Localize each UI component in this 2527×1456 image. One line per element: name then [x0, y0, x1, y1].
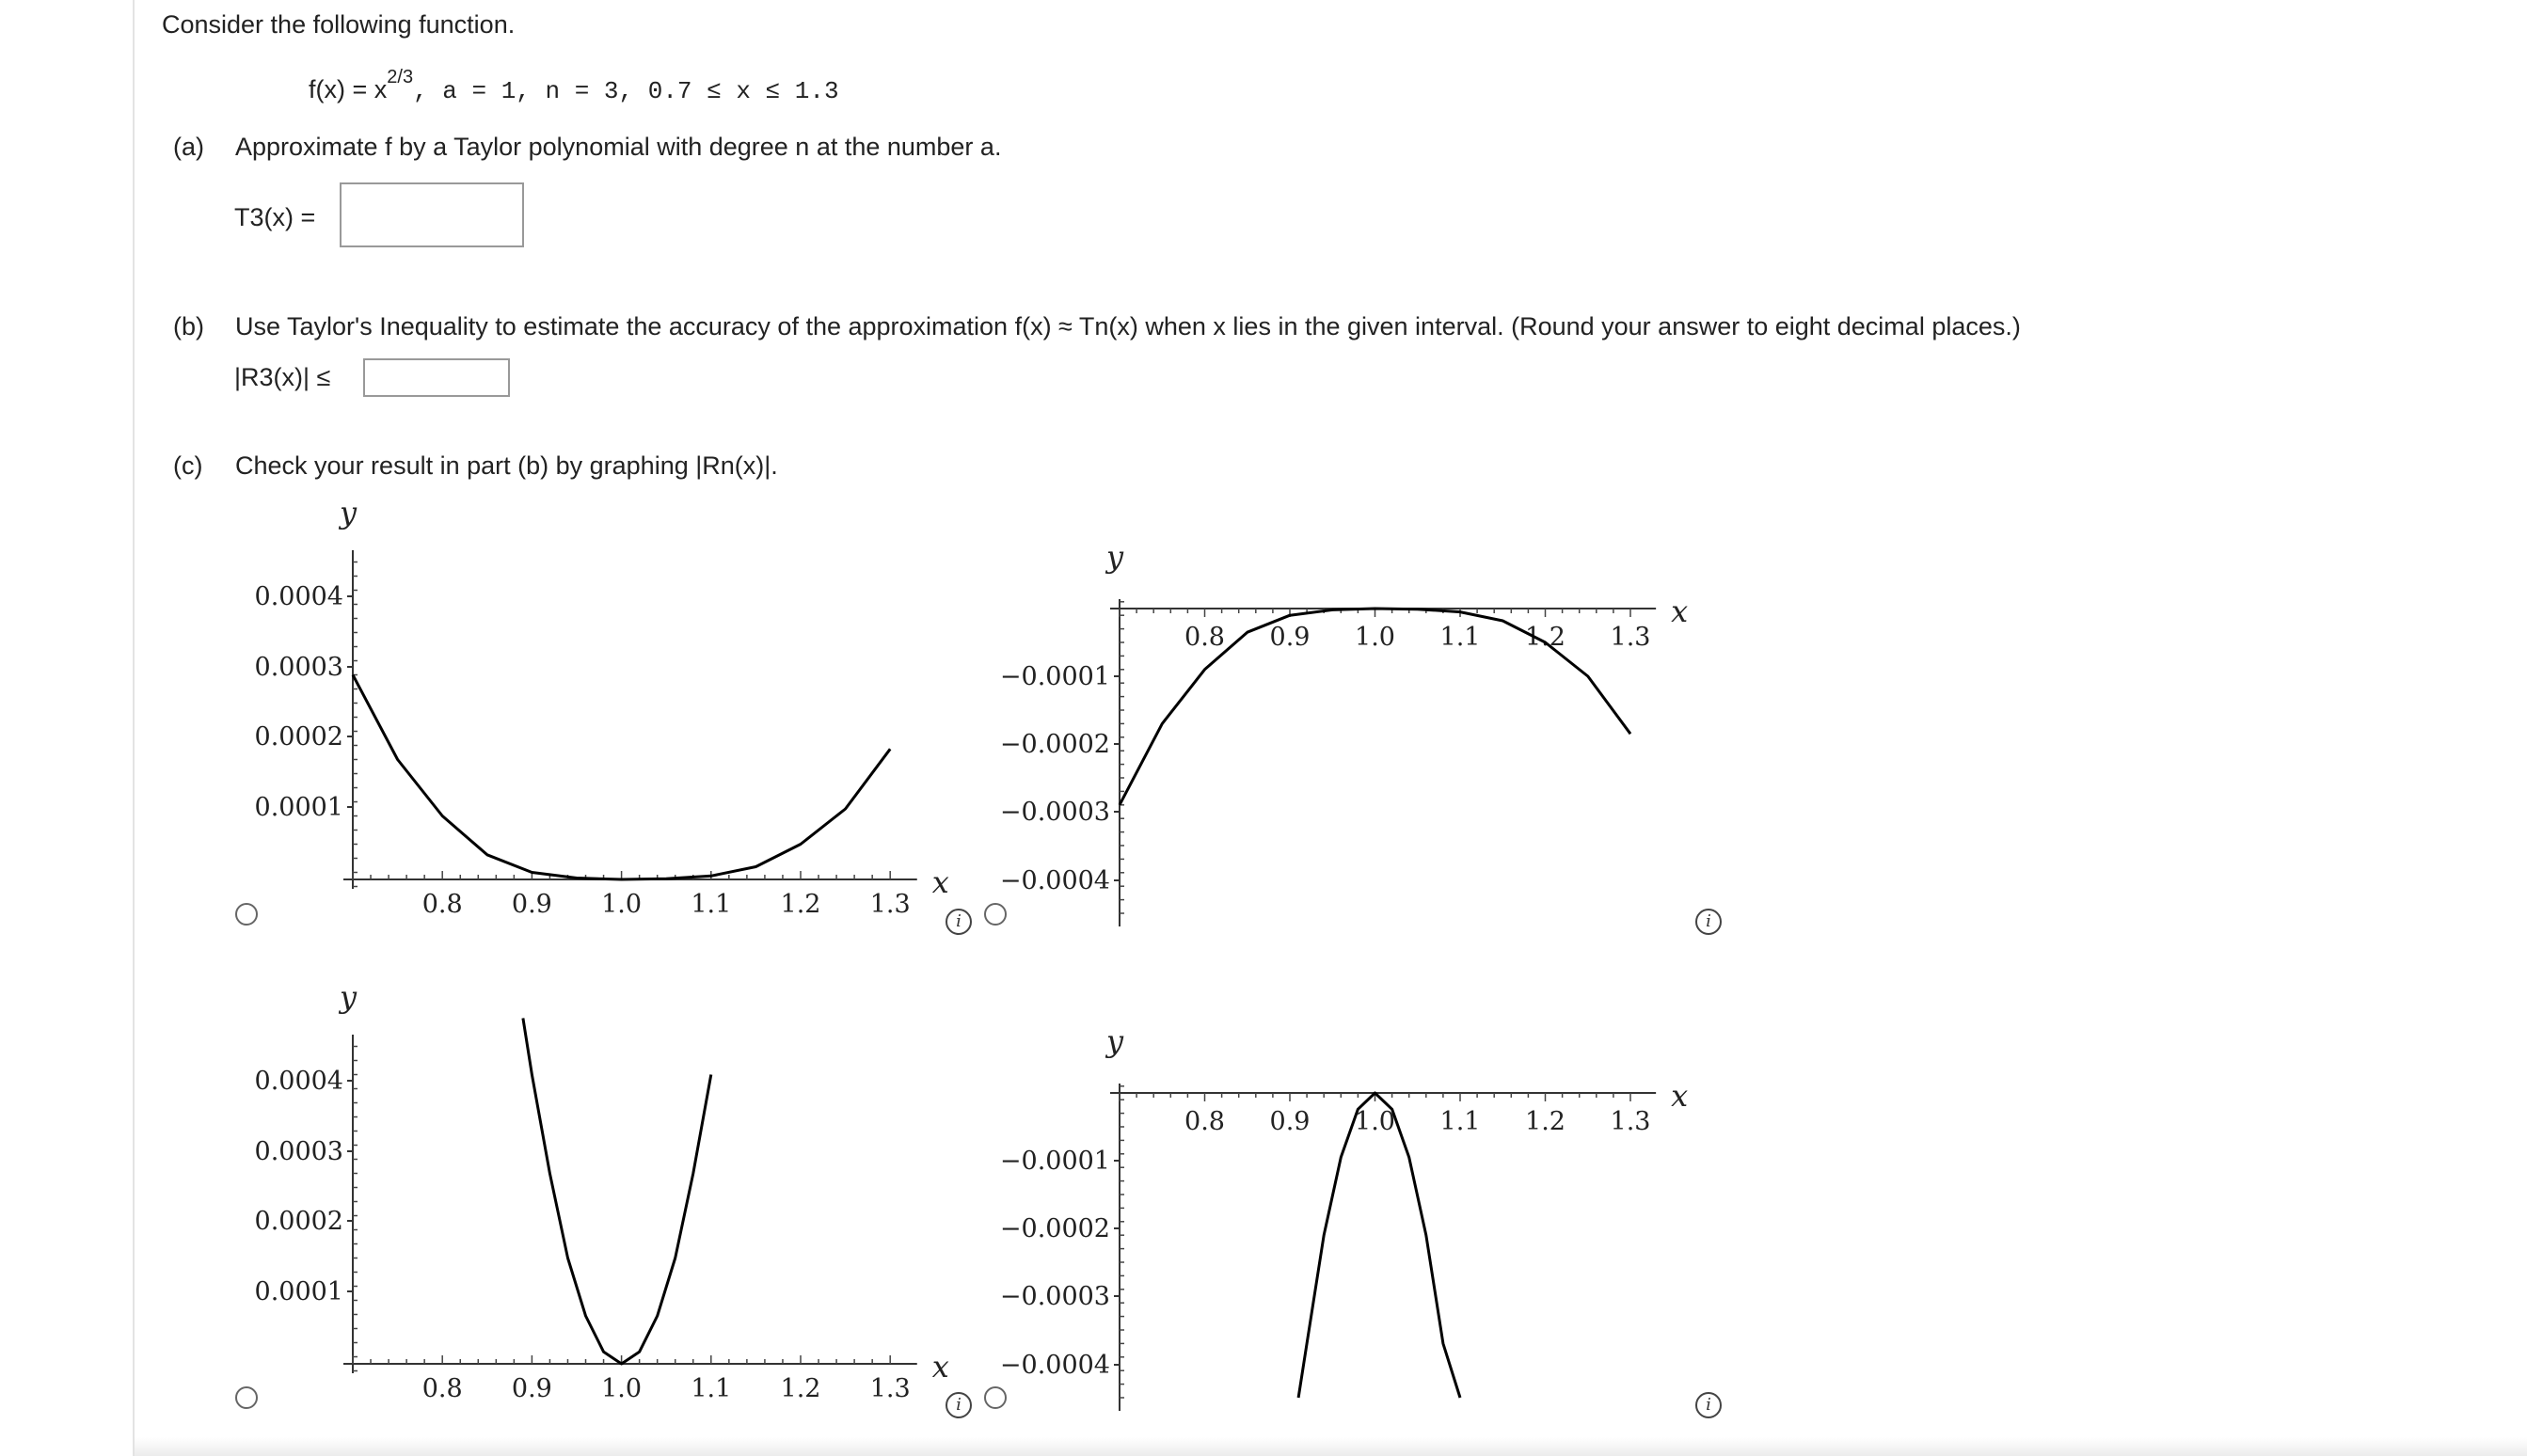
x-tick-label: 1.3 — [869, 1374, 911, 1403]
graph-option-4 — [978, 1021, 1750, 1425]
x-tick-label: 0.9 — [1269, 623, 1311, 652]
part-c-label: (c) — [173, 451, 203, 480]
y-tick-label: 0.0004 — [254, 1067, 343, 1096]
y-tick-label: 0.0001 — [254, 793, 343, 822]
x-tick-label: 0.8 — [421, 890, 463, 919]
graph-option-2 — [978, 536, 1750, 941]
y-axis-label: y — [339, 979, 358, 1015]
curve-line — [1298, 1093, 1460, 1398]
x-tick-label: 1.0 — [1355, 1107, 1395, 1136]
x-axis-label: x — [1671, 593, 1689, 629]
y-axis-label: y — [339, 495, 358, 530]
x-tick-label: 1.1 — [691, 890, 732, 919]
radio-option-3[interactable] — [235, 1386, 258, 1409]
x-tick-label: 1.3 — [869, 890, 911, 919]
r3-label: |R3(x)| ≤ — [234, 363, 331, 391]
x-tick-label: 1.0 — [601, 1374, 643, 1403]
intro-text: Consider the following function. — [162, 10, 516, 39]
y-tick-label: −0.0003 — [999, 798, 1110, 827]
part-a-text: Approximate f by a Taylor polynomial with degree n at the number a. — [235, 133, 1002, 161]
y-axis-label: y — [1105, 1023, 1124, 1059]
x-tick-label: 1.2 — [1525, 623, 1565, 652]
t3-answer-input[interactable] — [340, 182, 524, 247]
y-tick-label: −0.0004 — [999, 1351, 1110, 1380]
x-tick-label: 0.8 — [421, 1374, 463, 1403]
x-tick-label: 0.9 — [1269, 1107, 1311, 1136]
part-b-text: Use Taylor's Inequality to estimate the accuracy of the approximation f(x) ≈ Tn(x) when x lies in the given interval. (Round your answer to eight decimal places.) — [235, 312, 2021, 340]
function-definition — [309, 67, 839, 105]
info-icon[interactable]: i — [946, 1392, 972, 1418]
y-tick-label: 0.0003 — [254, 1137, 343, 1166]
radio-option-1[interactable] — [235, 903, 258, 926]
y-tick-label: −0.0003 — [999, 1282, 1110, 1311]
t3-label: T3(x) = — [234, 203, 316, 231]
x-tick-label: 0.9 — [511, 1374, 552, 1403]
y-tick-label: −0.0001 — [999, 1147, 1110, 1176]
y-tick-label: −0.0002 — [999, 730, 1110, 759]
x-tick-label: 1.0 — [601, 890, 643, 919]
function-lhs: f(x) = x — [309, 75, 388, 103]
x-tick-label: 1.3 — [1610, 1107, 1651, 1136]
y-tick-label: 0.0003 — [254, 653, 343, 682]
x-tick-label: 1.1 — [1439, 1107, 1481, 1136]
function-exponent: 2/3 — [387, 67, 414, 87]
graph-option-1 — [226, 489, 950, 941]
part-a-label: (a) — [173, 133, 204, 161]
y-tick-label: 0.0004 — [254, 582, 343, 611]
y-tick-label: −0.0001 — [999, 662, 1110, 691]
curve-line — [523, 1019, 711, 1365]
part-b-label: (b) — [173, 312, 204, 340]
x-tick-label: 1.2 — [1525, 1107, 1565, 1136]
function-params: , a = 1, n = 3, 0.7 ≤ x ≤ 1.3 — [413, 77, 839, 105]
graph-option-3 — [226, 973, 950, 1425]
y-tick-label: 0.0001 — [254, 1277, 343, 1306]
y-tick-label: −0.0002 — [999, 1214, 1110, 1243]
y-axis-label: y — [1105, 539, 1124, 575]
y-tick-label: 0.0002 — [254, 722, 343, 752]
y-tick-label: 0.0002 — [254, 1207, 343, 1236]
part-c-text: Check your result in part (b) by graphing |Rn(x)|. — [235, 451, 778, 480]
x-tick-label: 1.3 — [1610, 623, 1651, 652]
radio-option-2[interactable] — [984, 903, 1007, 926]
info-icon[interactable]: i — [1695, 909, 1722, 935]
curve-line — [353, 675, 890, 880]
r3-answer-input[interactable] — [363, 358, 510, 397]
x-tick-label: 1.2 — [780, 1374, 821, 1403]
x-tick-label: 1.1 — [691, 1374, 732, 1403]
x-tick-label: 0.8 — [1184, 623, 1225, 652]
x-tick-label: 1.1 — [1439, 623, 1481, 652]
x-axis-label: x — [931, 864, 949, 900]
x-tick-label: 1.2 — [780, 890, 821, 919]
x-axis-label: x — [1671, 1078, 1689, 1114]
x-tick-label: 0.8 — [1184, 1107, 1225, 1136]
x-axis-label: x — [931, 1349, 949, 1385]
x-tick-label: 0.9 — [511, 890, 552, 919]
info-icon[interactable]: i — [946, 909, 972, 935]
y-tick-label: −0.0004 — [999, 866, 1110, 895]
x-tick-label: 1.0 — [1355, 623, 1395, 652]
bottom-edge — [135, 1437, 2527, 1456]
radio-option-4[interactable] — [984, 1386, 1007, 1409]
left-margin — [0, 0, 135, 1456]
info-icon[interactable]: i — [1695, 1392, 1722, 1418]
